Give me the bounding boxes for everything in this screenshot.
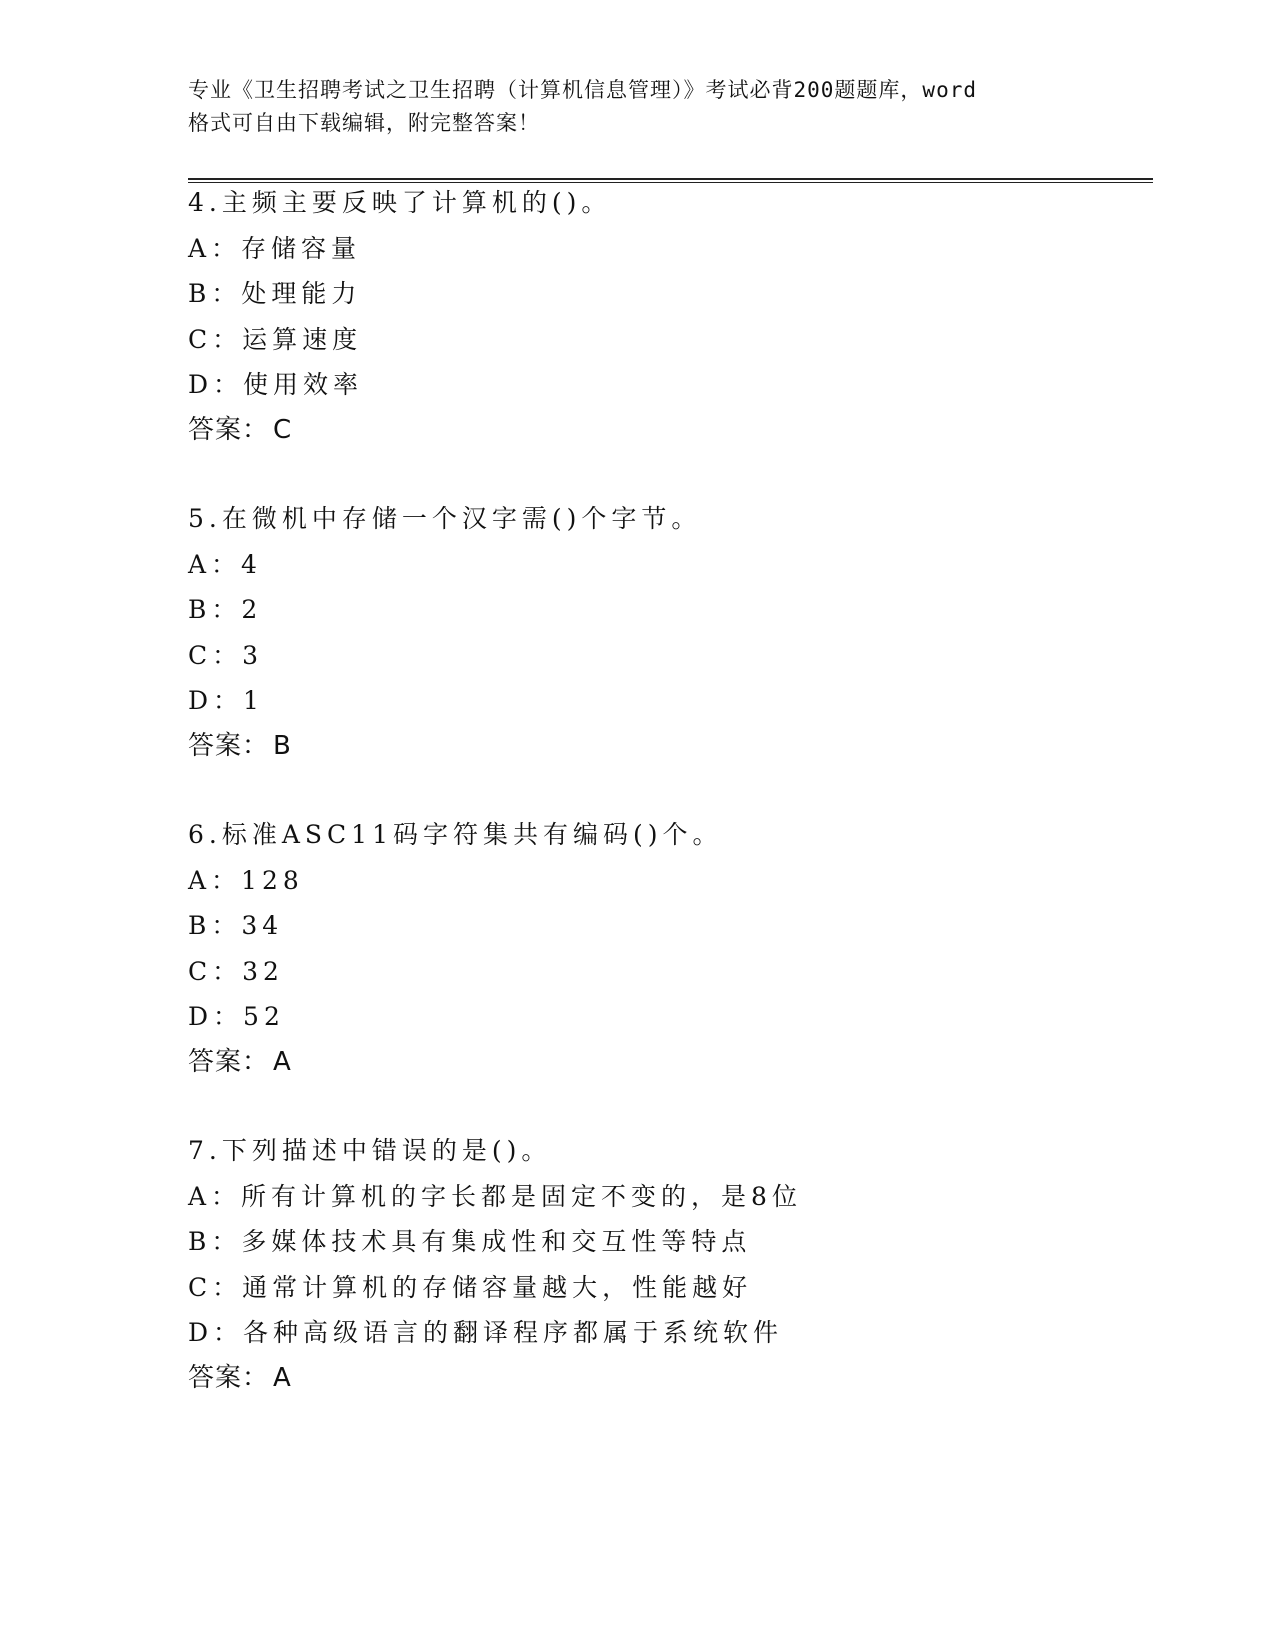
question-block — [188, 180, 1148, 453]
option-c: C：3 — [188, 640, 264, 670]
answer-value: A — [273, 1046, 292, 1077]
answer-label: 答案： — [188, 414, 270, 445]
answer-line — [188, 408, 1148, 454]
option-a: A：所有计算机的字长都是固定不变的，是8位 — [188, 1181, 802, 1211]
answer-value: C — [273, 414, 293, 445]
option-c: C：运算速度 — [188, 324, 363, 354]
option-d: D：使用效率 — [188, 370, 364, 399]
option-b: B：34 — [188, 911, 284, 940]
question-stem: 4.主频主要反映了计算机的()。 — [188, 188, 612, 217]
question-stem: 5.在微机中存储一个汉字需()个字节。 — [188, 504, 702, 533]
option-b: B：2 — [188, 595, 263, 624]
option-c: C：通常计算机的存储容量越大，性能越好 — [188, 1272, 753, 1302]
answer-label: 答案： — [188, 1046, 270, 1077]
option-d: D：52 — [188, 1002, 285, 1031]
option-c: C：32 — [188, 956, 284, 986]
answer-value: A — [273, 1362, 292, 1393]
header-line-2: 格式可自由下载编辑，附完整答案！ — [188, 111, 540, 135]
answer-line — [188, 724, 1148, 770]
question-stem: 7.下列描述中错误的是()。 — [188, 1136, 552, 1165]
header-line-1: 专业《卫生招聘考试之卫生招聘（计算机信息管理）》考试必背200题题库，word — [188, 78, 977, 102]
question-block — [188, 1128, 1148, 1401]
option-a: A：存储容量 — [188, 233, 362, 263]
option-a: A：4 — [188, 549, 262, 579]
option-a: A：128 — [188, 865, 304, 895]
answer-label: 答案： — [188, 730, 270, 761]
question-block — [188, 812, 1148, 1085]
answer-line — [188, 1040, 1148, 1086]
option-b: B：处理能力 — [188, 279, 362, 308]
answer-value: B — [273, 730, 292, 761]
question-block — [188, 496, 1148, 769]
answer-label: 答案： — [188, 1362, 270, 1393]
option-d: D：1 — [188, 686, 264, 715]
document-header — [188, 74, 1088, 140]
answer-line — [188, 1356, 1148, 1402]
question-stem: 6.标准ASC11码字符集共有编码()个。 — [188, 820, 723, 849]
option-d: D：各种高级语言的翻译程序都属于系统软件 — [188, 1318, 784, 1347]
option-b: B：多媒体技术具有集成性和交互性等特点 — [188, 1227, 752, 1256]
